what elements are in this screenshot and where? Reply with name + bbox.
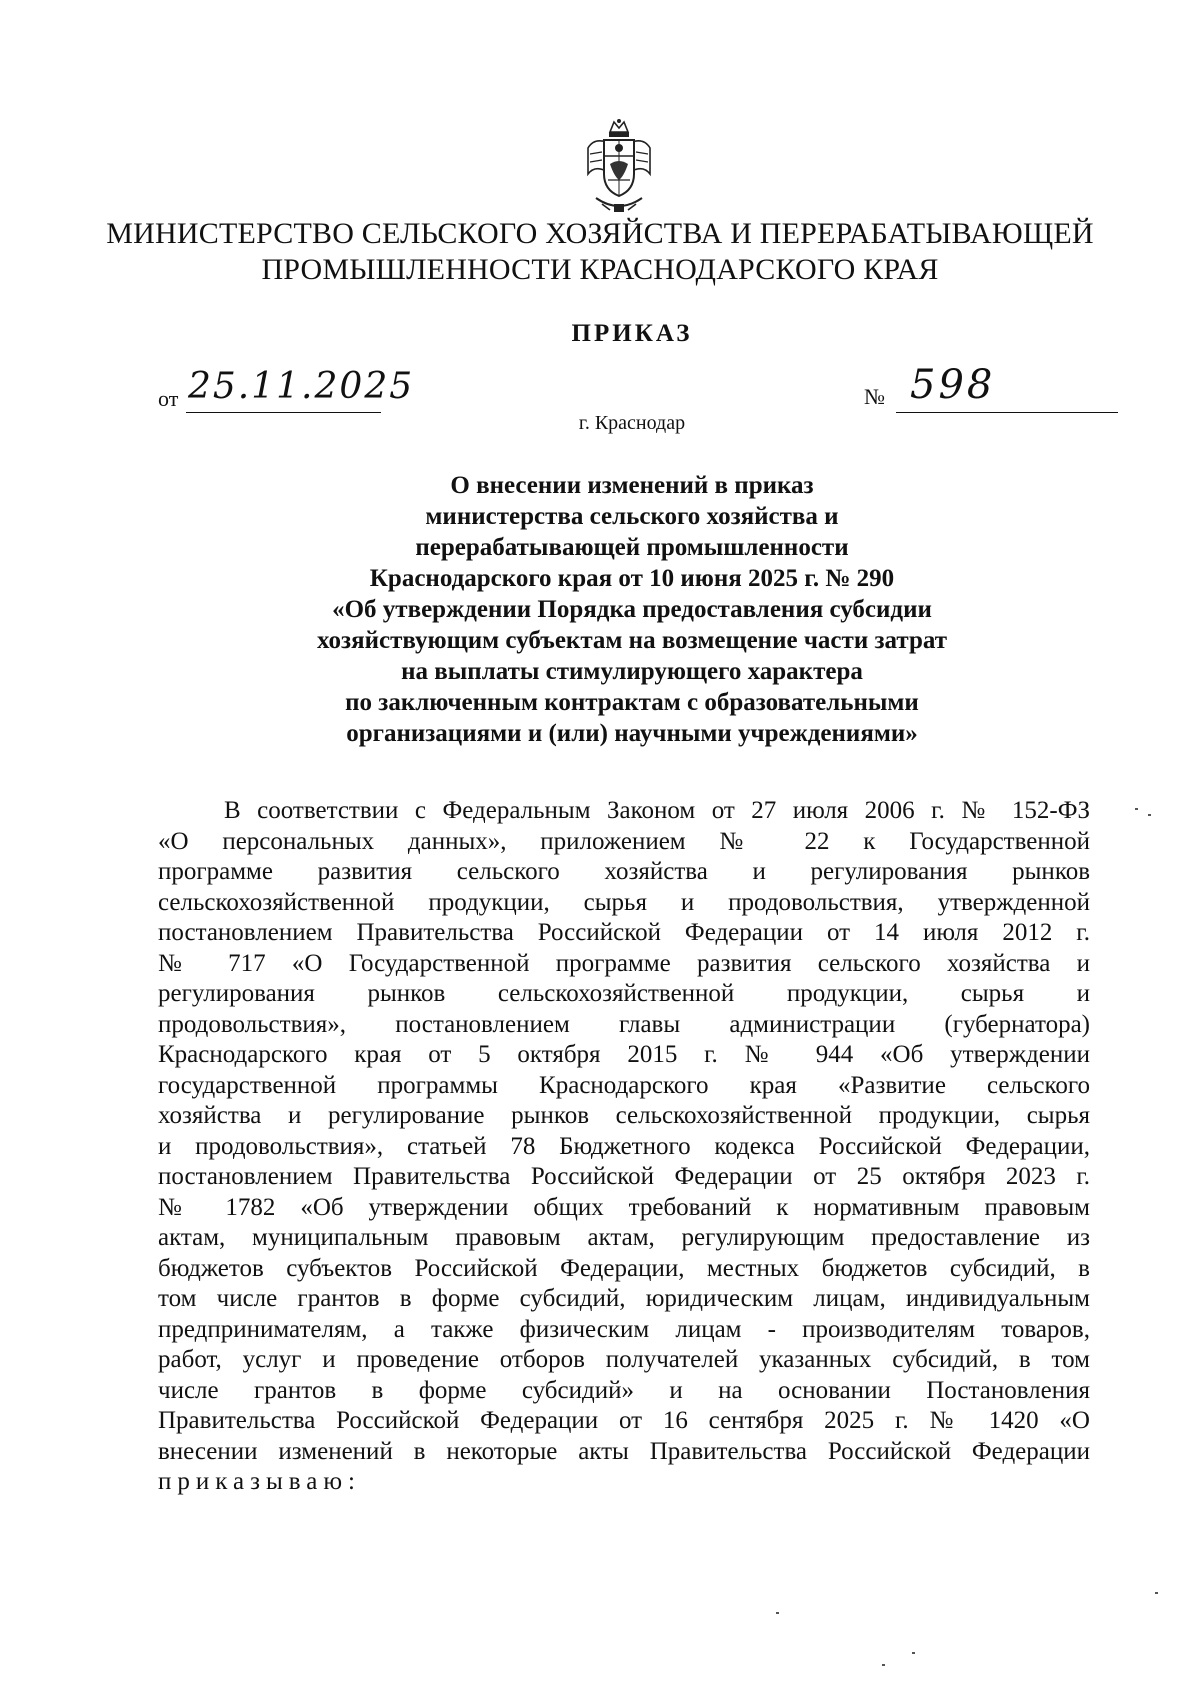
ministry-name-line-2: ПРОМЫШЛЕННОСТИ КРАСНОДАРСКОГО КРАЯ [261, 253, 939, 286]
scan-speck [1135, 808, 1138, 810]
ministry-name-line-1: МИНИСТЕРСТВО СЕЛЬСКОГО ХОЗЯЙСТВА И ПЕРЕРАБАТЫВАЮЩЕЙ [106, 217, 1094, 250]
order-subject [150, 470, 1114, 749]
number-prefix: № [864, 384, 885, 409]
body-line: том числе грантов в форме субсидий, юридическим лицам, индивидуальным [158, 1285, 1090, 1312]
subject-line: министерства сельского хозяйства и [425, 503, 839, 530]
body-line: предпринимателям, а также физическим лицам - производителям товаров, [158, 1315, 1090, 1343]
order-title: ПРИКАЗ [571, 320, 693, 347]
subject-line: хозяйствующим субъектам на возмещение части затрат [316, 627, 947, 654]
order-body-paragraph [158, 796, 1090, 1498]
body-line: программе развития сельского хозяйства и регулирования рынков [158, 858, 1090, 885]
subject-line: по заключенным контрактам с образовательными [345, 689, 919, 716]
order-date-handwritten: 25.11.2025 [188, 366, 415, 407]
body-line: бюджетов субъектов Российской Федерации, местных бюджетов субсидий, в [158, 1254, 1090, 1282]
city-name: г. Краснодар [578, 412, 686, 434]
scan-speck [776, 1612, 779, 1614]
body-line: числе грантов в форме субсидий» и на основании Постановления [158, 1376, 1090, 1404]
subject-line: Краснодарского края от 10 июня 2025 г. № 290 [369, 565, 895, 592]
body-line: сельскохозяйственной продукции, сырья и продовольствия, утвержденной [158, 888, 1090, 916]
scan-speck [882, 1664, 885, 1666]
body-line: № 1782 «Об утверждении общих требований к нормативным правовым [158, 1193, 1090, 1221]
scan-speck [1155, 1592, 1158, 1594]
subject-line: «Об утверждении Порядка предоставления субсидии [332, 596, 932, 623]
body-line: хозяйства и регулирование рынков сельскохозяйственной продукции, сырья [158, 1102, 1090, 1129]
subject-line: на выплаты стимулирующего характера [401, 658, 863, 685]
body-line: Краснодарского края от 5 октября 2015 г. № 944 «Об утверждении [158, 1041, 1090, 1068]
body-line: работ, услуг и проведение отборов получателей указанных субсидий, в том [158, 1346, 1090, 1373]
body-line: регулирования рынков сельскохозяйственной продукции, сырья и [158, 980, 1090, 1007]
body-line: «О персональных данных», приложением № 22 к Государственной [158, 827, 1090, 855]
date-prefix: от [158, 386, 179, 411]
body-line: продовольствия», постановлением главы администрации (губернатора) [158, 1010, 1090, 1038]
body-line: Правительства Российской Федерации от 16 сентября 2025 г. № 1420 «О [158, 1407, 1090, 1434]
body-line: государственной программы Краснодарского края «Развитие сельского [158, 1071, 1090, 1099]
subject-line: организациями и (или) научными учреждениями» [346, 720, 918, 747]
body-line: В соответствии с Федеральным Законом от 27 июля 2006 г. № 152-ФЗ [224, 797, 1090, 824]
body-line: приказываю: [158, 1468, 361, 1495]
body-line: и продовольствия», статьей 78 Бюджетного кодекса Российской Федерации, [158, 1132, 1090, 1160]
body-line: внесении изменений в некоторые акты Правительства Российской Федерации [158, 1437, 1090, 1465]
body-line: № 717 «О Государственной программе развития сельского хозяйства и [158, 949, 1090, 977]
scan-speck [912, 1652, 915, 1654]
krasnodar-coat-of-arms-icon [580, 118, 658, 218]
order-number-handwritten: 598 [910, 362, 996, 408]
scan-speck [1148, 814, 1151, 816]
subject-line: О внесении изменений в приказ [450, 472, 814, 499]
subject-line: перерабатывающей промышленности [415, 534, 849, 561]
body-line: актам, муниципальным правовым актам, регулирующим предоставление из [158, 1224, 1090, 1251]
body-line: постановлением Правительства Российской Федерации от 14 июля 2012 г. [158, 919, 1090, 946]
body-line: постановлением Правительства Российской Федерации от 25 октября 2023 г. [158, 1163, 1090, 1190]
